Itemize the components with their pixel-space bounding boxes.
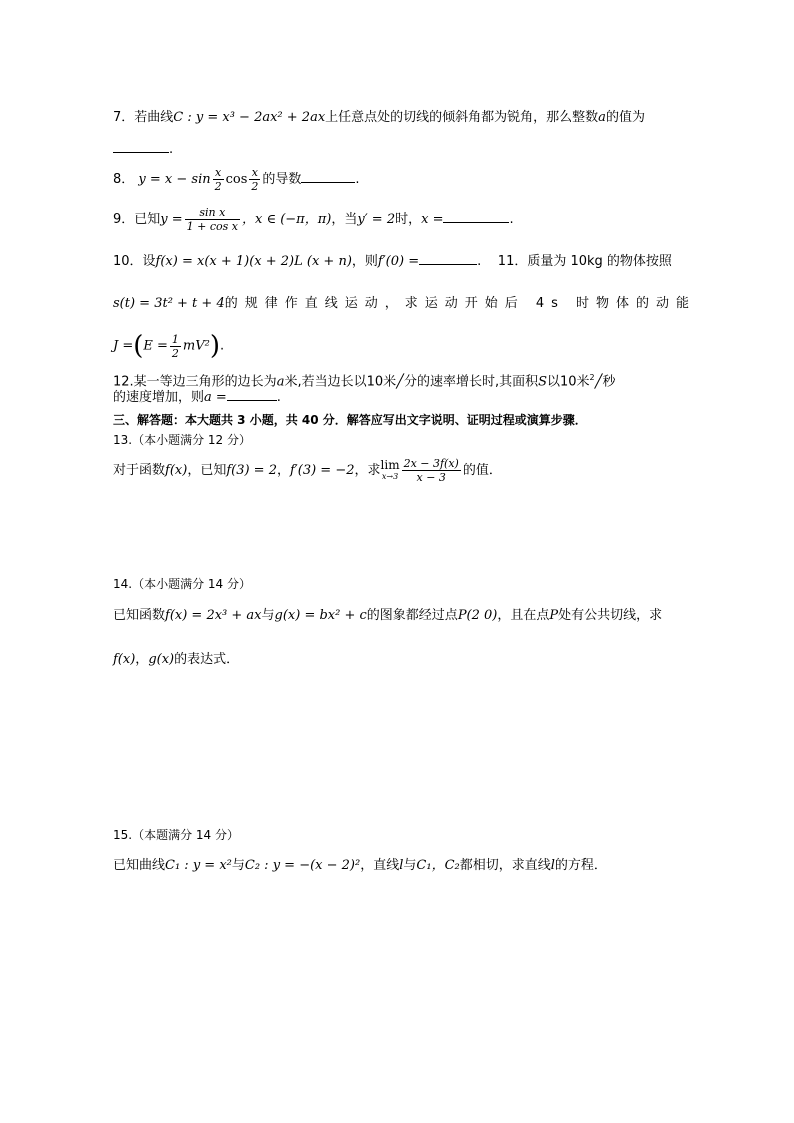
q9-domain: ，x ∈ (−π，π) (242, 212, 332, 227)
q11-frac (170, 333, 181, 360)
q12-a-var: a (276, 374, 285, 390)
question-13: 对于函数f(x)，已知f(3) = 2，f′(3) = −2，求 lim x→3 $\frac{2x - 3f(x)}{x - 3}$ 的值． (113, 457, 502, 484)
q14-p: P (549, 608, 559, 623)
q8-expr-b: cos (225, 172, 248, 187)
q12-text2: 以10米 (547, 374, 590, 390)
q15-c1: C₁ : y = x² (165, 858, 232, 873)
q11-end: . (220, 338, 225, 354)
q14-f-expr: f(x) = 2x³ + ax (165, 608, 262, 623)
q10-end: . (477, 254, 482, 269)
q9-frac (185, 206, 240, 233)
q13-c2: f′(3) = −2 (290, 463, 355, 478)
q8-end: . (355, 172, 360, 187)
q12-text1: 米,若当边长以10米╱分的速率增长时,其面积 (284, 374, 539, 390)
q13-tail: 的值． (462, 463, 502, 478)
q13-lim (380, 457, 400, 482)
q11-e-expr: E = (143, 338, 168, 354)
q11-frac-den: 2 (171, 346, 179, 360)
q9-cond: y′ = 2 (357, 212, 396, 227)
q15-l: l (399, 858, 404, 873)
q7-tail: 的值为 (605, 110, 645, 125)
q14-line2-f: f(x) (113, 652, 136, 667)
q12-s-var: S (538, 374, 547, 390)
q12-a-eq: a = (204, 390, 227, 405)
q9-lead: 9．已知 (113, 212, 161, 227)
q7-answer-blank[interactable] (113, 140, 169, 153)
q9-frac-num: sin x (185, 206, 240, 220)
q8-answer-blank[interactable] (301, 170, 355, 183)
q11-s-expr: s(t) = 3t² + t + 4 (113, 296, 225, 311)
q14-g-expr: g(x) = bx² + c (274, 608, 367, 623)
q11-text: 的规律作直线运动，求运动开始后 4s 时物体的动能 (224, 296, 697, 311)
question-8 (113, 164, 360, 196)
q12-lead: 12.某一等边三角形的边长为 (113, 374, 277, 390)
q12-sup: 2 (589, 373, 595, 382)
q14-lead: 已知函数 (113, 608, 166, 623)
q13-ask: ，求 (354, 463, 381, 478)
q12-text3: ╱秒 (594, 374, 616, 390)
q7-var: a (598, 110, 606, 125)
q15-text2: 与 (403, 858, 417, 873)
q14-text: 的图象都经过点 (366, 608, 458, 623)
q15-tail: 的方程． (554, 858, 607, 873)
q9-end: . (509, 212, 514, 227)
q8-lead: 8． (113, 172, 135, 187)
q11-rparen: ) (209, 331, 221, 361)
q9-frac-den: 1 + cos x (186, 220, 238, 233)
q10-expr: f(x) = x(x + 1)(x + 2)L (x + n) (155, 254, 352, 269)
q8-frac-2 (249, 166, 260, 193)
q15-cc: C₁，C₂ (416, 858, 460, 873)
q8-expr-a: y = x − sin (138, 172, 211, 187)
q14-header: 14.（本小题满分 14 分） (113, 577, 251, 591)
q7-end: . (169, 142, 174, 157)
q14-comma: ， (135, 652, 149, 667)
q13-c1: f(3) = 2 (226, 463, 277, 478)
q7-text: 上任意点处的切线的倾斜角都为锐角，那么整数 (325, 110, 599, 125)
question-10 (113, 252, 672, 272)
q13-frac-num: 2x − 3f(x) (403, 457, 459, 470)
q10-lead: 10．设 (113, 254, 156, 269)
question-14-line-2 (113, 650, 239, 670)
q13-given: ，已知 (187, 463, 227, 478)
q9-x-eq: x = (421, 212, 444, 227)
question-11-line-2 (113, 294, 696, 314)
question-7 (113, 108, 645, 128)
question-14 (113, 606, 662, 626)
q14-line2-g: g(x) (148, 652, 175, 667)
q11-lead: 11．质量为 10kg 的物体按照 (497, 254, 672, 269)
question-7-answer-line (113, 140, 173, 160)
q15-text3: 都相切，求直线 (459, 858, 551, 873)
q11-frac-num: 1 (171, 332, 179, 346)
q13-lead: 对于函数 (113, 463, 166, 478)
q13-frac-den: x − 3 (416, 471, 446, 484)
question-15 (113, 856, 607, 876)
q8-frac2-num: x (249, 166, 260, 180)
q9-when2: 时， (395, 212, 422, 227)
section-3-heading: 三、解答题：本大题共 3 小题，共 40 分．解答应写出文字说明、证明过程或演算步骤． (113, 413, 587, 427)
q12-answer-blank[interactable] (227, 388, 277, 401)
q11-mv: mV² (182, 338, 210, 354)
question-11-line-3 (113, 328, 224, 365)
question-9 (113, 204, 514, 236)
q14-point: P(2 0) (457, 608, 498, 623)
q11-j-expr: J = (113, 338, 134, 354)
q13-frac (402, 457, 461, 484)
q8-frac2-den: 2 (251, 180, 259, 193)
q15-text: ，直线 (360, 858, 400, 873)
q15-with: 与 (231, 858, 245, 873)
q15-l2: l (550, 858, 555, 873)
q13-header: 13.（本小题满分 12 分） (113, 433, 251, 447)
q14-with: 与 (261, 608, 275, 623)
q8-frac-1 (213, 166, 224, 193)
q15-header: 15.（本题满分 14 分） (113, 828, 239, 842)
q14-text3: 处有公共切线，求 (558, 608, 663, 623)
q8-text: 的导数 (262, 172, 302, 187)
q8-frac1-num: x (213, 166, 224, 180)
q10-answer-blank[interactable] (419, 252, 477, 265)
q14-line2-tail: 的表达式． (174, 652, 240, 667)
q11-lparen: ( (133, 331, 144, 361)
question-12-line-2 (113, 388, 281, 408)
q12-line2: 的速度增加，则 (113, 390, 205, 405)
q10-ask: f′(0) = (377, 254, 420, 269)
q12-end: . (276, 390, 281, 405)
q7-lead: 7．若曲线 (113, 110, 174, 125)
q8-frac1-den: 2 (214, 180, 222, 193)
q15-c2: C₂ : y = −(x − 2)² (244, 858, 361, 873)
q13-fx: f(x) (165, 463, 188, 478)
q13-lim-word: lim (380, 457, 400, 472)
q14-text2: ，且在点 (497, 608, 550, 623)
q7-curve: C : y = x³ − 2ax² + 2ax (173, 110, 326, 125)
q9-y-eq: y = (160, 212, 183, 227)
q13-lim-sub: x→3 (381, 471, 399, 481)
q9-answer-blank[interactable] (443, 210, 509, 223)
q10-then: ，则 (351, 254, 378, 269)
q15-lead: 已知曲线 (113, 858, 166, 873)
q9-when: ，当 (331, 212, 358, 227)
